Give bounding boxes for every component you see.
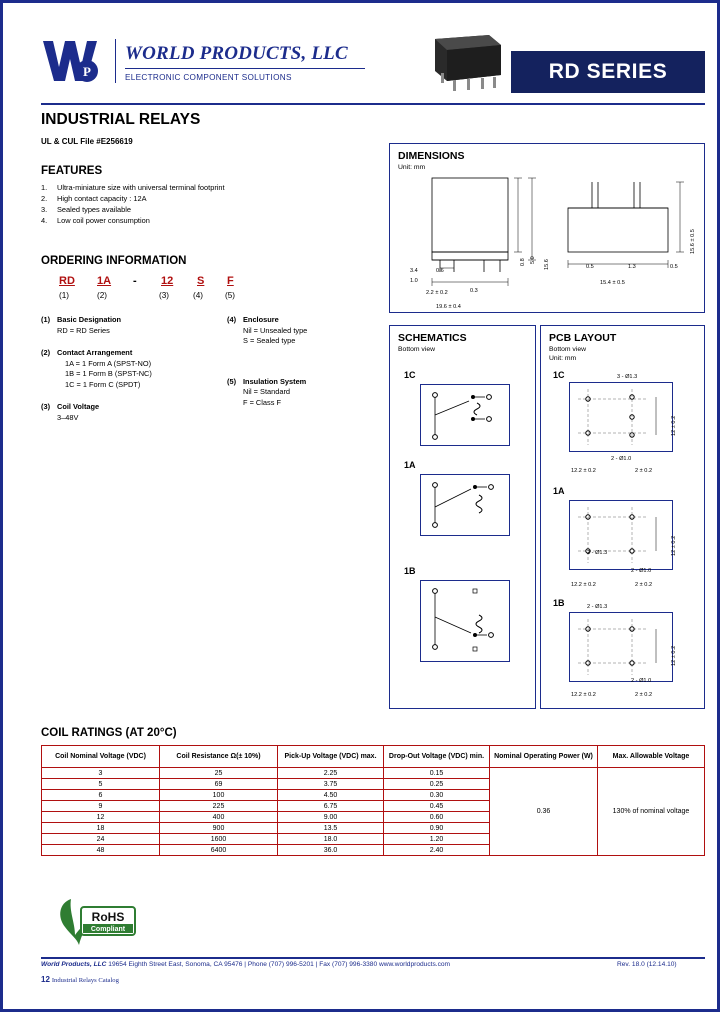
pcb-note: 2 ± 0.2 xyxy=(635,582,653,588)
cell-nominal-voltage: 5 xyxy=(42,779,160,790)
dim-label: 19.6 ± 0.4 xyxy=(436,304,461,310)
pcb-note: 2 - Ø1.0 xyxy=(631,678,652,684)
pcb-label-1a: 1A xyxy=(553,486,565,496)
pcb-note: 12 ± 0.2 xyxy=(671,415,677,436)
pcb-diagram-1c xyxy=(569,382,673,452)
cell-dropout-voltage: 0.15 xyxy=(384,768,490,779)
pcb-note: 2 ± 0.2 xyxy=(635,692,653,698)
feature-number: 2. xyxy=(41,194,48,203)
cell-nominal-voltage: 24 xyxy=(42,834,160,845)
ordering-num-4: (4) xyxy=(193,291,204,300)
ordering-group-line: Nil = Unsealed type xyxy=(243,325,308,335)
footer-page-info xyxy=(41,975,119,984)
feature-number: 1. xyxy=(41,183,48,192)
page-title-footer: Industrial Relays Catalog xyxy=(51,977,119,984)
cell-pickup-voltage: 3.75 xyxy=(278,779,384,790)
cell-dropout-voltage: 1.20 xyxy=(384,834,490,845)
cell-pickup-voltage: 4.50 xyxy=(278,790,384,801)
coil-ratings-table xyxy=(41,745,705,856)
cell-pickup-voltage: 2.25 xyxy=(278,768,384,779)
cell-coil-resistance: 25 xyxy=(160,768,278,779)
page-inner xyxy=(13,13,707,999)
ordering-group-1 xyxy=(41,315,221,336)
cell-coil-resistance: 6400 xyxy=(160,845,278,856)
ordering-group-num: (1) xyxy=(41,315,51,324)
schematic-diagram-1c xyxy=(420,384,510,446)
series-badge-label: RD SERIES xyxy=(548,60,668,83)
ordering-group-line: 3–48V xyxy=(57,412,79,422)
cell-pickup-voltage: 6.75 xyxy=(278,801,384,812)
col-header-nominal-voltage: Coil Nominal Voltage (VDC) xyxy=(42,746,160,768)
dim-label: 1.3 xyxy=(628,264,636,270)
ordering-code-1: RD xyxy=(59,275,75,287)
brand-rule xyxy=(125,68,365,69)
table-header-row xyxy=(42,746,705,768)
cell-nominal-voltage: 6 xyxy=(42,790,160,801)
cell-coil-resistance: 900 xyxy=(160,823,278,834)
dim-label: 3.4 xyxy=(410,268,418,274)
cell-nominal-voltage: 18 xyxy=(42,823,160,834)
ordering-code-5: F xyxy=(227,275,234,287)
dim-label: 0.5 xyxy=(586,264,594,270)
ordering-group-num: (5) xyxy=(227,376,237,386)
svg-text:P: P xyxy=(83,64,91,79)
ordering-code-4: S xyxy=(197,275,205,287)
ordering-group-line: Nil = Standard xyxy=(243,387,291,396)
schematics-panel xyxy=(389,325,536,709)
svg-text:Compliant: Compliant xyxy=(90,926,126,933)
ordering-left-column xyxy=(41,315,221,430)
page-header xyxy=(41,31,705,101)
series-badge xyxy=(511,51,705,93)
dim-label: 15.6 ± 0.5 xyxy=(690,229,696,254)
footer-rule xyxy=(41,957,705,959)
ordering-group-line: 1B = 1 Form B (SPST-NC) xyxy=(65,369,152,378)
brand-name: WORLD PRODUCTS, LLC xyxy=(125,43,348,64)
schematic-label-1b: 1B xyxy=(404,566,416,576)
schematic-label-1a: 1A xyxy=(404,460,416,470)
ordering-group-num: (3) xyxy=(41,402,51,411)
feature-item xyxy=(41,204,371,215)
cell-operating-power: 0.36 xyxy=(490,768,598,856)
pcb-label-1c: 1C xyxy=(553,370,565,380)
pcb-label-1b: 1B xyxy=(553,598,565,608)
cell-pickup-voltage: 13.5 xyxy=(278,823,384,834)
pcb-note: 2 - Ø1.3 xyxy=(587,604,608,610)
pcb-note: 12.2 ± 0.2 xyxy=(571,468,596,474)
pcb-subtitle-2: Unit: mm xyxy=(549,355,577,362)
pcb-note: 12 ± 0.2 xyxy=(671,645,677,666)
dim-label: 0.8 xyxy=(520,258,526,266)
schematic-label-1c: 1C xyxy=(404,370,416,380)
table-row xyxy=(42,768,705,779)
ordering-group-title: Enclosure xyxy=(243,315,279,324)
dim-label: 1.0 xyxy=(410,278,418,284)
page-number: 12 xyxy=(41,975,50,984)
footer-address: 19654 Eighth Street East, Sonoma, CA 95476 | Phone (707) 996-5201 | Fax (707) 996-3380 www.worldproducts.com xyxy=(108,961,451,968)
pcb-note: 2 - Ø1.0 xyxy=(611,456,632,462)
ordering-group-title: Contact Arrangement xyxy=(57,348,133,357)
logo-divider xyxy=(115,39,116,83)
ordering-group-num: (2) xyxy=(41,348,51,357)
pcb-subtitle-1: Bottom view xyxy=(549,346,587,353)
pcb-note: 12.2 ± 0.2 xyxy=(571,692,596,698)
dim-label: 2.2 ± 0.2 xyxy=(426,290,448,296)
pcb-diagram-1b xyxy=(569,612,673,682)
ordering-num-1: (1) xyxy=(59,291,70,300)
cell-dropout-voltage: 0.25 xyxy=(384,779,490,790)
features-heading: FEATURES xyxy=(41,165,103,177)
cell-coil-resistance: 69 xyxy=(160,779,278,790)
ordering-group-2 xyxy=(41,348,221,390)
svg-text:RoHS: RoHS xyxy=(91,910,125,924)
footer-text xyxy=(41,961,450,968)
feature-text: Low coil power consumption xyxy=(57,216,150,225)
col-header-coil-resistance: Coil Resistance Ω(± 10%) xyxy=(160,746,278,768)
ordering-number-row xyxy=(41,291,271,305)
dim-label: 5.0 xyxy=(530,256,536,264)
ordering-group-title: Coil Voltage xyxy=(57,402,100,411)
schematic-diagram-1a xyxy=(420,474,510,536)
ordering-num-5: (5) xyxy=(225,291,236,300)
ordering-code-row xyxy=(41,275,271,291)
ul-file-text: UL & CUL File #E256619 xyxy=(41,137,133,146)
pcb-note: 3 - Ø1.3 xyxy=(617,374,638,380)
feature-text: High contact capacity : 12A xyxy=(57,194,147,203)
dimensions-heading: DIMENSIONS xyxy=(398,150,465,162)
schematics-heading: SCHEMATICS xyxy=(398,332,467,344)
relay-product-photo xyxy=(419,33,511,95)
pcb-note: 2 - Ø1.3 xyxy=(587,550,608,556)
ordering-code-2: 1A xyxy=(97,275,112,287)
ordering-group-line: 1A = 1 Form A (SPST-NO) xyxy=(65,358,152,368)
ordering-section xyxy=(41,255,381,422)
ordering-group-title: Insulation System xyxy=(243,376,307,386)
dimensions-panel xyxy=(389,143,705,313)
ordering-group-line: 1C = 1 Form C (SPDT) xyxy=(65,379,141,389)
ordering-group-3 xyxy=(41,402,221,423)
ordering-group-4 xyxy=(227,315,387,347)
ordering-group-5 xyxy=(227,377,387,409)
brand-block xyxy=(125,43,365,82)
col-header-dropout-voltage: Drop-Out Voltage (VDC) min. xyxy=(384,746,490,768)
schematics-subtitle: Bottom view xyxy=(398,346,436,353)
col-header-pickup-voltage: Pick-Up Voltage (VDC) max. xyxy=(278,746,384,768)
col-header-max-allowable-voltage: Max. Allowable Voltage xyxy=(598,746,705,768)
ordering-group-line: RD = RD Series xyxy=(57,325,110,335)
schematic-diagram-1b xyxy=(420,580,510,662)
cell-dropout-voltage: 2.40 xyxy=(384,845,490,856)
footer-company: World Products, LLC xyxy=(41,961,107,968)
footer-revision: Rev. 18.0 (12.14.10) xyxy=(617,961,677,968)
cell-nominal-voltage: 48 xyxy=(42,845,160,856)
cell-coil-resistance: 1600 xyxy=(160,834,278,845)
feature-text: Sealed types available xyxy=(57,205,131,214)
dim-label: 0.3 xyxy=(470,288,478,294)
cell-dropout-voltage: 0.30 xyxy=(384,790,490,801)
pcb-note: 12.2 ± 0.2 xyxy=(571,582,596,588)
cell-pickup-voltage: 36.0 xyxy=(278,845,384,856)
cell-nominal-voltage: 3 xyxy=(42,768,160,779)
cell-coil-resistance: 100 xyxy=(160,790,278,801)
pcb-diagram-1a xyxy=(569,500,673,570)
feature-number: 3. xyxy=(41,205,48,214)
cell-max-allowable-voltage: 130% of nominal voltage xyxy=(598,768,705,856)
pcb-note: 2 - Ø1.0 xyxy=(631,568,652,574)
cell-dropout-voltage: 0.45 xyxy=(384,801,490,812)
dim-label: 15.6 xyxy=(544,259,550,270)
ordering-heading: ORDERING INFORMATION xyxy=(41,255,187,267)
header-rule xyxy=(41,103,705,105)
cell-dropout-voltage: 0.90 xyxy=(384,823,490,834)
cell-pickup-voltage: 9.00 xyxy=(278,812,384,823)
pcb-layout-panel xyxy=(540,325,705,709)
feature-text: Ultra-miniature size with universal terminal footprint xyxy=(57,183,225,192)
cell-nominal-voltage: 9 xyxy=(42,801,160,812)
dim-label: 0.5 xyxy=(670,264,678,270)
features-section xyxy=(41,165,371,226)
ordering-code-3: 12 xyxy=(161,275,174,287)
ordering-group-line: S = Sealed type xyxy=(243,336,296,345)
pcb-note: 12 ± 0.2 xyxy=(671,535,677,556)
dim-label: 15.4 ± 0.5 xyxy=(600,280,625,286)
ordering-dash: - xyxy=(133,275,137,287)
cell-coil-resistance: 225 xyxy=(160,801,278,812)
cell-coil-resistance: 400 xyxy=(160,812,278,823)
ordering-num-2: (2) xyxy=(97,291,108,300)
ordering-group-num: (4) xyxy=(227,315,237,324)
wp-logo-icon xyxy=(41,37,107,85)
feature-item xyxy=(41,182,371,193)
page-title: INDUSTRIAL RELAYS xyxy=(41,111,201,128)
feature-item xyxy=(41,193,371,204)
rohs-compliant-icon xyxy=(55,893,141,949)
coil-ratings-heading: COIL RATINGS (AT 20°C) xyxy=(41,727,177,739)
ordering-group-title: Basic Designation xyxy=(57,315,122,324)
pcb-heading: PCB LAYOUT xyxy=(549,332,617,344)
ordering-right-column xyxy=(227,315,387,415)
feature-number: 4. xyxy=(41,216,48,225)
dim-label: 0.6 xyxy=(436,268,444,274)
col-header-operating-power: Nominal Operating Power (W) xyxy=(490,746,598,768)
brand-tagline: ELECTRONIC COMPONENT SOLUTIONS xyxy=(125,73,292,82)
cell-pickup-voltage: 18.0 xyxy=(278,834,384,845)
feature-item xyxy=(41,215,371,226)
dimensions-unit: Unit: mm xyxy=(398,164,426,171)
ordering-num-3: (3) xyxy=(159,291,170,300)
cell-nominal-voltage: 12 xyxy=(42,812,160,823)
ordering-group-line: F = Class F xyxy=(243,397,281,407)
cell-dropout-voltage: 0.60 xyxy=(384,812,490,823)
pcb-note: 2 ± 0.2 xyxy=(635,468,653,474)
